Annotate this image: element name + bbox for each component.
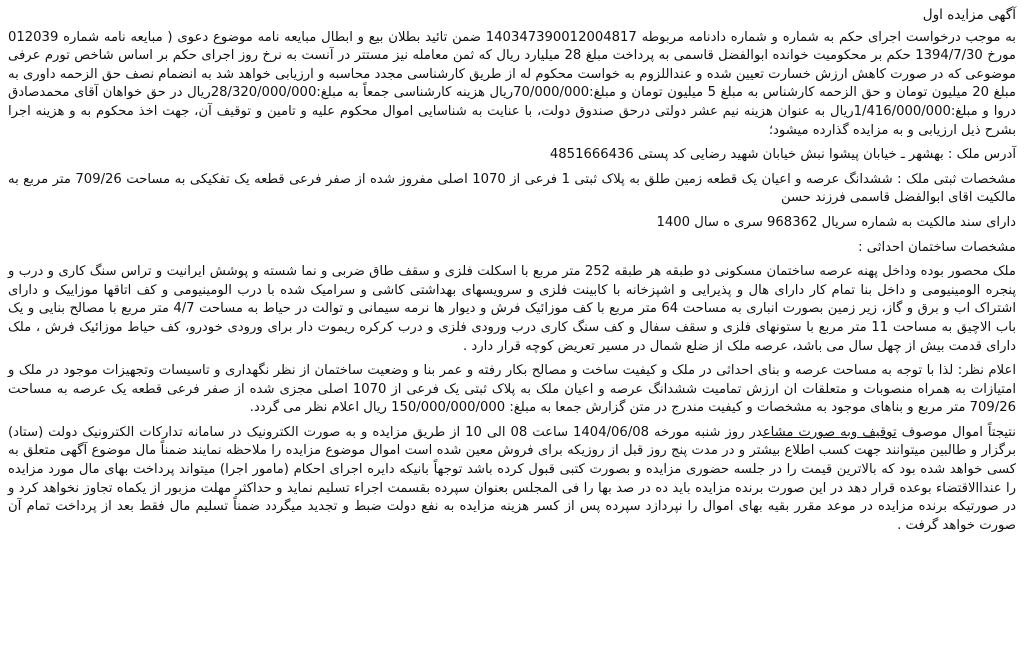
notice-title: آگهی مزایده اول [922, 7, 1016, 23]
expert-opinion: اعلام نظر: لذا با توجه به مساحت عرصه و بنای احداثی در ملک و کیفیت ساخت و مصالح بکار رفته و عمر بنا و وضعیت ساختمان از نظر نگهداری و تاسیسات وتجهیزات موجود در ملک و امتیازات به همراه منصوبات و متعلقات ان ارزش تمامیت ششدانگ عرصه و اعیان ملک به پلاک ثبتی یک فرعی از 1070 اصلی مجزی شده از صفر فرعی قطعه یک عرصه به مساحت 709/26 متر مربع و بناهای موجود به مشخصات و کیفیت مندرج در متن گزارش جمعا به مبلغ: 150/000/000/000 ریال اعلام نظر می گردد. [8, 363, 1017, 416]
auction-notice [8, 6, 1016, 650]
building-description: ملک محصور بوده وداخل پهنه عرصه ساختمان مسکونی دو طبقه هر طبقه 252 متر مربع با اسکلت فلزی و سقف طاق ضربی و نما شسته و پوشش ایرانیت و تراس سنگ کاری و درب و پنجره الومینیومی و داخل بنا تمام کار دارای هال و پذیرایی و اشپزخانه با کابینت فلزی و سرویسهای بهداشتی کاشی و سرامیک شده با درب الومینیومی و کف اتاقها موزاییک و دارای اشتراک اب و برق و گاز، زیر زمین بصورت انباری به مساحت 64 متر مربع با کف موزائیک فرش و دیوار ها نرمه سیمانی و توالت در حیاط به مساحت 4/7 متر مربع با مصالح بنایی و یک باب الاچیق به مساحت 11 متر مربع با ستونهای فلزی و سقف سفال و کف سنگ کاری درب ورودی فلزی و درب کرکره ریموت دار برای ورودی خودرو، کف حیاط موزائیک فرش ، ملک دارای قدمت بیش از چهل سال می باشد، عرصه ملک از ضلع شمال در مسیر تعریض کوچه قرار دارد . [8, 264, 1016, 354]
intro-paragraph: به موجب درخواست اجرای حکم به شماره و شماره دادنامه مربوطه 140347390012004817 ضمن تائید بطلان بیع و ابطال مبایعه نامه موضوع دعوی ( مبایعه نامه شماره 012039 مورخ 1394/7/30 حکم بر محکومیت خوانده ابوالفضل قاسمی به پرداخت مبلغ 28 میلیارد ریال که ثمن معامله نیز مستتر در آنست به نرخ روز اجرای حکم بر اساس شاخص تورم عرفی موضوعی که در صورت کاهش ارزش خسارت تعیین شده و عنداللزوم به خواست محکوم له از طریق کارشناسی مجدد محاسبه و ارزیابی خواهد شد به انضمام نصف حق الزحمه داوری به مبلغ 20 میلیون تومان و حق الزحمه کارشناس به مبلغ 5 میلیون تومان و مبلغ:70/000/000ریال هزینه کارشناسی جمعاً به مبلغ:28/320/000/000ریال در حق خواهان آقای محمدصادق دروا و مبلغ:1/416/000/000ریال به عنوان هزینه نیم عشر دولتی درحق صندوق دولت، با عنایت به شناسایی اموال محکوم علیه و تامین و توقیف آن، جهت اخذ محکوم به و هزینه اجرا بشرح ذیل ارزیابی و به مزایده گذارده میشود؛ [8, 29, 1016, 138]
conclusion-underlined: توقیف وبه صورت مشاع [762, 424, 897, 440]
deed-details: دارای سند مالکیت به شماره سریال 968362 سری ه سال 1400 [656, 214, 1016, 230]
conclusion-rest: در روز شنبه مورخه 1404/06/08 ساعت 08 الی 10 از طریق مزایده و به صورت الکترونیک در سامانه تدارکات الکترونیک دولت (ستاد) برگزار و طالبین میتوانند جهت کسب اطلاع بیشتر و در مدت پنج روز قبل از روزیکه برای فروش معین شده است اموال موضوع مزایده را ملاحظه نمایند ضمناً مال موضوع آگهی متعلق به کسی خواهد شده بود که بالاترین قیمت را در جلسه حضوری مزایده و بصورت کتبی قبول کرده باشد توجهاً بانیکه دایره اجرای احکام (مامور اجرا) میتواند پرداخت بهای مال مورد مزایده را عنداالاقتضاء بوعده قرار دهد در این صورت برنده مزایده باید ده در صد بها را فی المجلس بعنوان سپرده بقسمت اجراء تسلیم نماید و حداکثر مهلت مزبور از یکماه تجاوز نخواهد کرد و در صورتیکه برنده مزایده در موعد مقرر بقیه بهای اموال را نپردازد سپرده پس از کسر هزینه مزایده به نفع دولت ضبط و تجدید میگردد ضمناً تسلیم مال فقط بعد از پرداخت تمام آن صورت خواهد گرفت . [8, 424, 1016, 533]
building-heading: مشخصات ساختمان احداثی : [858, 239, 1016, 255]
conclusion-prefix: نتیجتاً اموال موصوف [896, 424, 1016, 440]
conclusion-paragraph [8, 424, 1016, 536]
property-address: آدرس ملک : بهشهر ـ خیابان پیشوا نبش خیابان شهید رضایی کد پستی 4851666436 [549, 147, 1016, 163]
registry-details: مشخصات ثبتی ملک : ششدانگ عرصه و اعیان یک قطعه زمین طلق به پلاک ثبتی 1 فرعی از 1070 اصلی مفروز شده از صفر فرعی قطعه یک تفکیکی به مساحت 709/26 متر مربع به مالکیت اقای ابوالفضل قاسمی فرزند حسن [8, 171, 1016, 206]
